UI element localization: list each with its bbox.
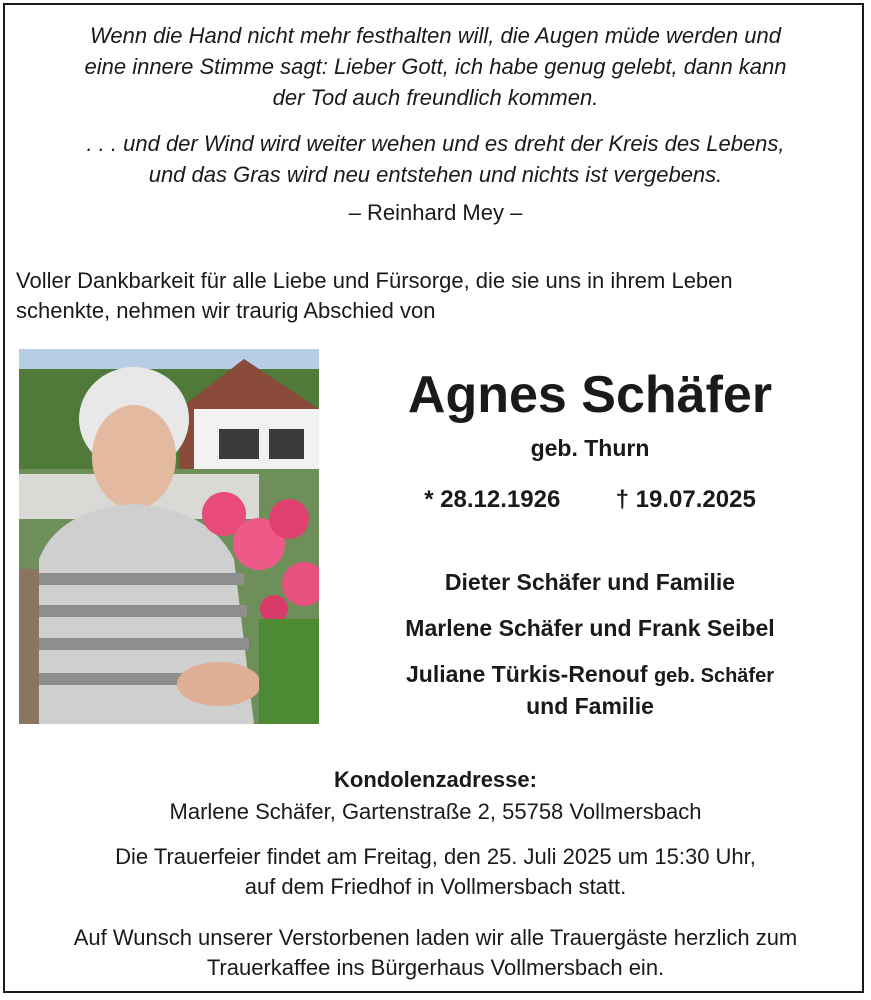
coffee-line: Auf Wunsch unserer Verstorbenen laden wir alle Trauergäste herzlich zum — [73, 925, 798, 950]
poem-line: eine innere Stimme sagt: Lieber Gott, ich habe genug gelebt, dann kann — [84, 54, 787, 79]
family-name: Juliane Türkis-Renouf — [406, 661, 648, 687]
condolence-address: Marlene Schäfer, Gartenstraße 2, 55758 Vollmersbach — [169, 799, 702, 824]
death-date: † 19.07.2025 — [615, 486, 756, 513]
coffee-info — [0, 923, 871, 983]
portrait-photo — [19, 349, 319, 724]
poem-author: – Reinhard Mey – — [348, 200, 523, 225]
family-line — [330, 659, 850, 691]
life-dates — [330, 486, 850, 514]
intro-text — [16, 266, 861, 326]
funeral-line: Die Trauerfeier findet am Freitag, den 25. Juli 2025 um 15:30 Uhr, — [115, 844, 756, 869]
birth-name: geb. Thurn — [530, 435, 650, 461]
intro-line: Voller Dankbarkeit für alle Liebe und Fürsorge, die sie uns in ihrem Leben — [16, 268, 733, 293]
funeral-line: auf dem Friedhof in Vollmersbach statt. — [244, 874, 627, 899]
deceased-block — [330, 365, 850, 425]
deceased-name: Agnes Schäfer — [407, 366, 773, 424]
condolence-label: Kondolenzadresse: — [334, 767, 537, 792]
intro-line: schenkte, nehmen wir traurig Abschied von — [16, 298, 436, 323]
family-line: Marlene Schäfer und Frank Seibel — [405, 615, 775, 641]
coffee-line: Trauerkaffee ins Bürgerhaus Vollmersbach ein. — [206, 955, 665, 980]
birth-date: * 28.12.1926 — [424, 486, 561, 513]
poem-stanza-1 — [0, 20, 871, 113]
poem-line: und das Gras wird neu entstehen und nichts ist vergebens. — [148, 162, 723, 187]
poem-line: Wenn die Hand nicht mehr festhalten will, die Augen müde werden und — [90, 23, 781, 48]
family-list — [330, 567, 850, 721]
poem-line: der Tod auch freundlich kommen. — [272, 85, 599, 110]
poem-stanza-2 — [0, 128, 871, 190]
family-line: Dieter Schäfer und Familie — [444, 569, 736, 595]
family-suffix: geb. Schäfer — [653, 665, 774, 687]
funeral-info — [0, 842, 871, 902]
family-line: und Familie — [526, 693, 654, 719]
poem-line: . . . und der Wind wird weiter wehen und es dreht der Kreis des Lebens, — [86, 131, 785, 156]
